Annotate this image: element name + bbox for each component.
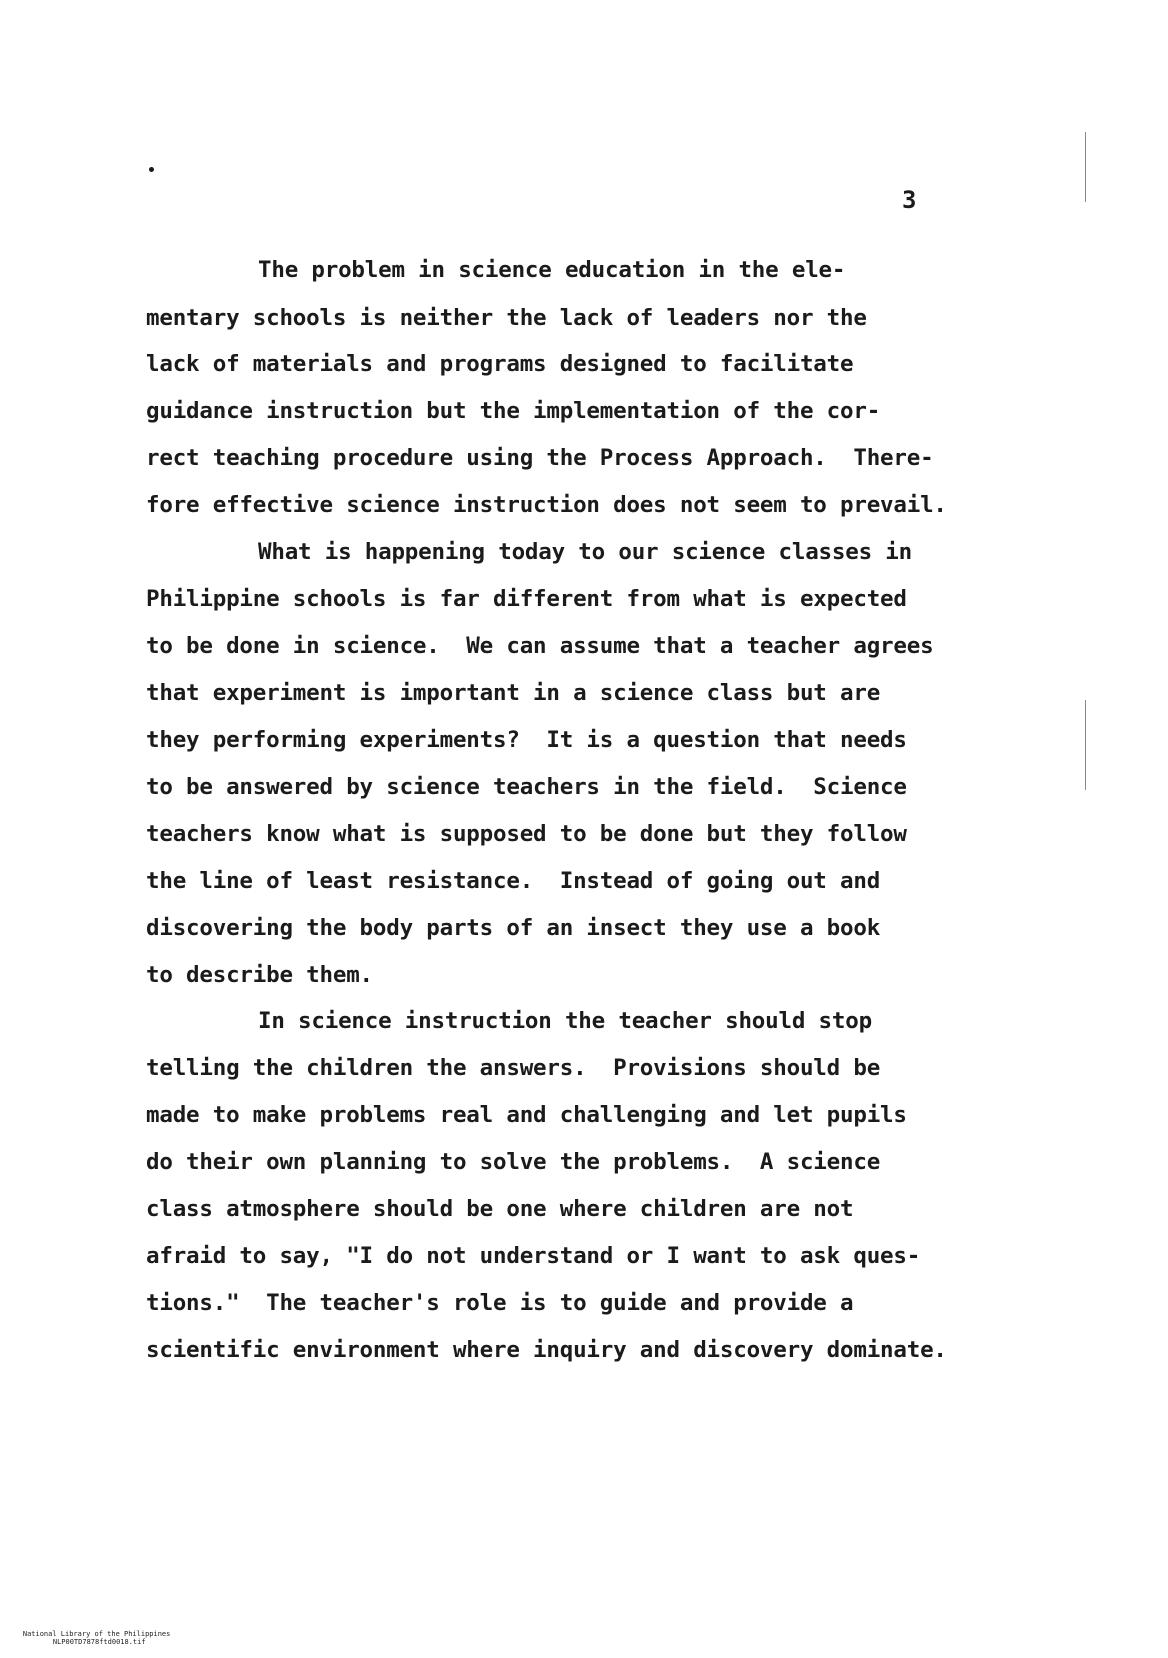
- footer-file-id: NLP00TD7878ftd0018.tif: [52, 1638, 146, 1646]
- text-line: afraid to say, "I do not understand or I want to ask ques-: [146, 1243, 921, 1269]
- text-line: mentary schools is neither the lack of leaders nor the: [146, 305, 867, 331]
- text-line: guidance instruction but the implementation of the cor-: [146, 398, 881, 424]
- footer-library: National Library of the Philippines: [22, 1630, 171, 1638]
- text-line: to describe them.: [146, 962, 373, 988]
- text-line: made to make problems real and challenging and let pupils: [146, 1102, 907, 1128]
- text-line: to be answered by science teachers in the field. Science: [146, 774, 907, 800]
- text-line: to be done in science. We can assume that a teacher agrees: [146, 633, 934, 659]
- text-line: Philippine schools is far different from what is expected: [146, 586, 907, 612]
- text-line: they performing experiments? It is a question that needs: [146, 727, 907, 753]
- text-line: lack of materials and programs designed to facilitate: [146, 351, 854, 377]
- text-line: do their own planning to solve the problems. A science: [146, 1149, 881, 1175]
- text-line: The problem in science education in the ele-: [258, 257, 846, 283]
- text-line: What is happening today to our science classes in: [258, 539, 912, 565]
- text-line: tions." The teacher's role is to guide and provide a: [146, 1290, 854, 1316]
- scan-speck: [149, 167, 154, 172]
- text-line: discovering the body parts of an insect they use a book: [146, 915, 881, 941]
- scan-footer: [6, 1622, 170, 1654]
- text-line: rect teaching procedure using the Process Approach. There-: [146, 445, 934, 471]
- scan-edge-mark: [1085, 700, 1086, 790]
- text-line: teachers know what is supposed to be done but they follow: [146, 821, 907, 847]
- text-line: fore effective science instruction does not seem to prevail.: [146, 492, 947, 518]
- scan-edge-mark: [1085, 132, 1086, 202]
- text-line: In science instruction the teacher should stop: [258, 1008, 872, 1034]
- text-line: the line of least resistance. Instead of going out and: [146, 868, 881, 894]
- text-line: class atmosphere should be one where children are not: [146, 1196, 854, 1222]
- text-line: telling the children the answers. Provisions should be: [146, 1055, 881, 1081]
- text-line: that experiment is important in a science class but are: [146, 680, 881, 706]
- page-number: 3: [902, 186, 917, 214]
- text-line: scientific environment where inquiry and discovery dominate.: [146, 1337, 947, 1363]
